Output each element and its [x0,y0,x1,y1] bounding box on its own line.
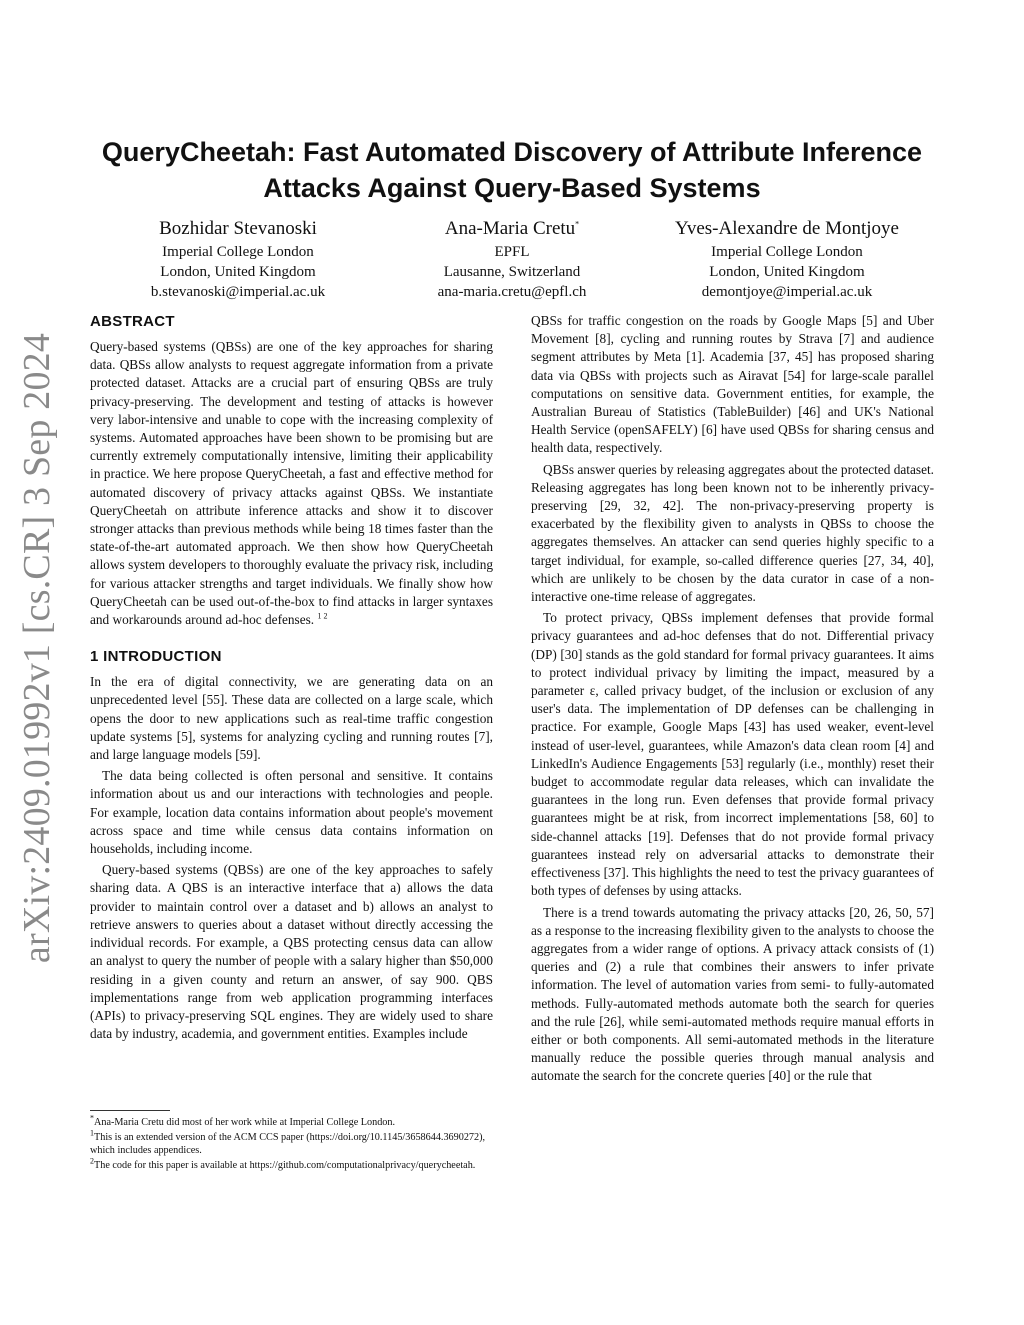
author-footnote-mark: * [575,219,580,229]
author-affiliation: Imperial College London [711,244,863,260]
arxiv-stamp [7,332,67,963]
author-location: Lausanne, Switzerland [443,264,581,280]
intro-paragraph-1: In the era of digital connectivity, we are generating data on an unprecedented level [55]. These data are collected on a large scale, which opens the door to new applications such as real-time traffic congestion update systems [5], systems for analyzing cycling and running routes [7], and large language models [59]. [90,674,493,763]
author-email[interactable]: b.stevanoski@imperial.ac.uk [150,284,326,300]
abstract-text: Query-based systems (QBSs) are one of the key approaches for sharing data. QBSs allow analysts to request aggregate information from a private protected dataset. Attacks are a crucial part of ensuring QBSs are truly privacy-preserving. The development and testing of attacks is however very labor-intensive and unable to cope with the increasing complexity of systems. Automated approaches have been shown to be promising but are currently extremely computationally intensive, limiting their applicability in practice. We here propose QueryCheetah, a fast and effective method for automated discovery of privacy attacks against QBSs. We instantiate QueryCheetah on attribute inference attacks and show it to discover stronger attacks than previous methods while being 18 times faster than the state-of-the-art automated approach. We then show how QueryCheetah allows system developers to thoroughly evaluate the privacy risk, including for various attacker strengths and target individuals. We finally show how QueryCheetah can be used out-of-the-box to find attacks in larger syntaxes and workarounds around ad-hoc defenses. $^{1 2}$ [90,339,493,628]
author-location: London, United Kingdom [709,264,865,280]
author-location: London, United Kingdom [160,264,316,280]
author-name: Bozhidar Stevanoski [159,218,317,239]
author-affiliation: EPFL [494,244,530,260]
author-3 [637,216,937,302]
paper-title: QueryCheetah: Fast Automated Discovery of Attribute Inference Attacks Against Query-Based Systems [101,137,923,203]
author-email[interactable]: ana-maria.cretu@epfl.ch [437,284,587,300]
footnote-rule [90,1110,170,1111]
footnotes [90,1110,493,1173]
footnote: *Ana-Maria Cretu did most of her work while at Imperial College London. [90,1113,396,1128]
abstract-heading: ABSTRACT [90,313,175,330]
abstract-footnote-marks: 1 2 [317,611,328,621]
right-paragraph-4: There is a trend towards automating the privacy attacks [20, 26, 50, 57] as a response to the increasing flexibility given to the analysts to choose the aggregates from a wider range of options. A privacy attack consists of (1) queries and (2) a rule that combines their answers to infer private information. The level of automation varies from semi- to fully-automated methods. Fully-automated methods automate both the search for queries and the rule [26], while semi-automated methods require manual efforts in either or both components. All semi-automated methods in the literature manually reduce the possible queries through manual analysis and automate the search for the concrete queries [40] or the rule that [531,904,934,1084]
right-column [531,312,934,1086]
author-affiliation: Imperial College London [162,244,314,260]
intro-paragraph-2: The data being collected is often personal and sensitive. It contains information about us and our interactions with technologies and people. For example, location data contains information about people's movement across space and time while census data contains information on households, including income. [90,768,493,857]
intro-paragraph-3: Query-based systems (QBSs) are one of the key approaches to safely sharing data. A QBS is an interactive interface that a) allows the data provider to maintain control over a dataset and b) allows an analyst to retrieve answers to queries about a dataset without directly accessing the individual records. For example, a QBS protecting census data can allow an analyst to query the number of people with a salary higher than $50,000 residing in a given county and return an answer, of say 900. QBS implementations range from web application programming interfaces (APIs) to privacy-preserving SQL engines. They are widely used to share data by industry, academia, and government entities. Examples include [90,862,493,1042]
right-paragraph-3: To protect privacy, QBSs implement defenses that provide formal privacy guarantees and ad-hoc defenses that do not. Differential privacy (DP) [30] stands as the gold standard for formal privacy guarantees. It aims to protect individual privacy by limiting the impact, measured by a parameter ε, called privacy budget, of the inclusion or exclusion of any user's data. The implementation of DP defenses can be challenging in practice. For example, Google Maps [43] has used weaker, event-level instead of user-level, guarantees, while Amazon's data clean room [4] and LinkedIn's Audience Engagements [53] regularly (i.e., monthly) reset their budget to accommodate regular data releases, which can invalidate the guarantees in the long run. Even defenses that provide formal privacy guarantees might be at risk, from incorrect implementations [58, 60] to side-channel attacks [19]. Defenses that do not provide formal privacy guarantees instead rely on adversarial attacks to demonstrate their effectiveness [37]. This highlights the need to test the privacy guarantees of both types of defenses by using attacks. [531,610,934,899]
footnote: $^1$This is an extended version of the ACM CCS paper (https://doi.org/10.1145/3658644.3690272), which includes appendices. [90,1128,486,1156]
arxiv-stamp-text: arXiv:2409.01992v1 [cs.CR] 3 Sep 2024 [16,332,59,963]
author-1 [88,216,388,302]
introduction-heading: 1 INTRODUCTION [90,648,222,666]
author-name: Yves-Alexandre de Montjoye [675,218,899,239]
author-name: Ana-Maria Cretu [444,218,576,239]
footnote: $^2$The code for this paper is available at https://github.com/computationalprivacy/querycheetah. [90,1156,476,1171]
right-paragraph-1: QBSs for traffic congestion on the roads by Google Maps [5] and Uber Movement [8], cycling and running routes by Strava [7] and audience segment attributes by Meta [1]. Academia [37, 45] has proposed sharing data via QBSs with projects such as Airavat [54] for large-scale parallel computations on sensitive data. Government entities, for example, the Australian Bureau of Statistics (TableBuilder) [46] and UK's National Health Service (openSAFELY) [6] have used QBSs for sharing census and health data, respectively. [531,313,934,456]
author-2 [362,216,662,302]
left-column [90,312,493,1043]
right-paragraph-2: QBSs answer queries by releasing aggregates about the protected dataset. Releasing aggregates has long been known not to be inherently privacy-preserving [29, 32, 42]. The non-privacy-preserving property is exacerbated by the flexibility given to analysts in QBSs to choose the aggregates themselves. An attacker can send queries highly specific to a target individual, for example, so-called difference queries [27, 34, 40], which are unlikely to be chosen by the data curator in case of a non-interactive one-time release of aggregates. [531,461,934,605]
author-email[interactable]: demontjoye@imperial.ac.uk [701,284,873,300]
